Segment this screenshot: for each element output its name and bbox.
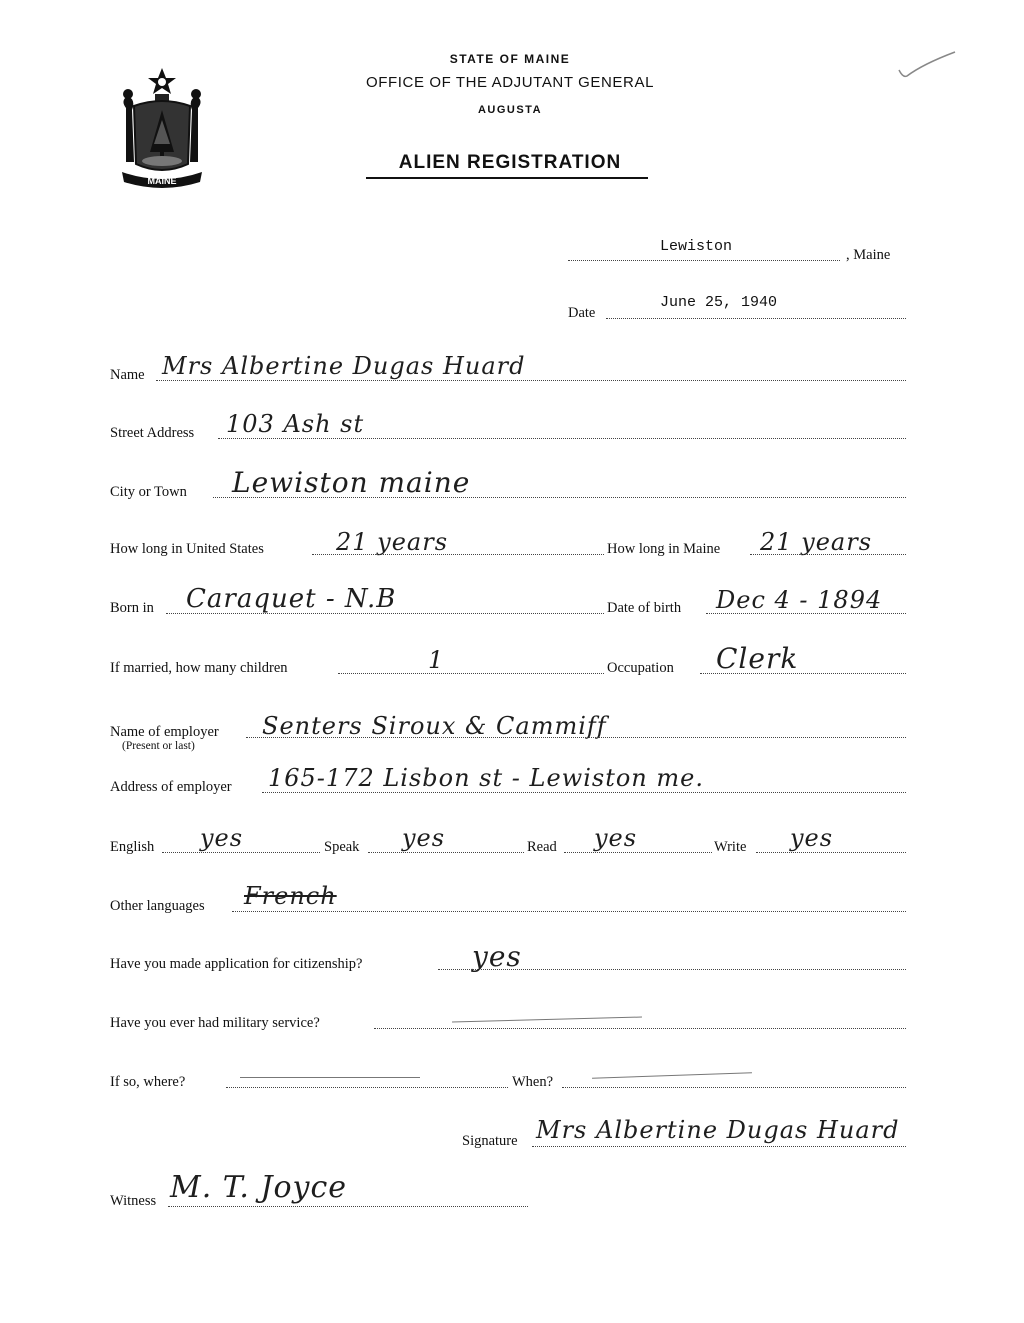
title-underline <box>366 177 648 179</box>
english-line <box>162 852 320 853</box>
date-line <box>606 318 906 319</box>
us-duration-label: How long in United States <box>110 541 264 557</box>
where-dash <box>240 1077 420 1078</box>
witness-line <box>168 1206 528 1207</box>
write-label: Write <box>714 839 747 855</box>
name-label: Name <box>110 367 145 383</box>
children-value: 1 <box>428 646 445 674</box>
date-value: June 25, 1940 <box>660 294 778 311</box>
dob-label: Date of birth <box>607 600 682 616</box>
maine-duration-label: How long in Maine <box>607 541 721 557</box>
maine-duration-value: 21 years <box>760 528 873 556</box>
svg-text:MAINE: MAINE <box>147 176 177 186</box>
military-line <box>374 1028 906 1029</box>
witness-label: Witness <box>110 1193 157 1209</box>
military-dash <box>452 1017 642 1023</box>
military-label: Have you ever had military service? <box>110 1015 320 1031</box>
header-city: AUGUSTA <box>477 104 543 116</box>
street-line <box>218 438 906 439</box>
location-town: Lewiston <box>660 238 733 255</box>
location-state-label: , Maine <box>846 247 891 263</box>
city-label: City or Town <box>110 484 187 500</box>
employer-line <box>246 737 906 738</box>
citizenship-label: Have you made application for citizenship? <box>110 956 363 972</box>
maine-duration-line <box>750 554 906 555</box>
when-line <box>562 1087 906 1088</box>
speak-value: yes <box>402 824 446 852</box>
header-office: OFFICE OF THE ADJUTANT GENERAL <box>365 74 655 91</box>
signature-line <box>532 1146 906 1147</box>
date-label: Date <box>568 305 596 321</box>
citizenship-value: yes <box>472 940 522 973</box>
read-label: Read <box>527 839 557 855</box>
city-value: Lewiston maine <box>232 466 471 499</box>
occupation-line <box>700 673 906 674</box>
born-value: Caraquet - N.B <box>186 584 397 614</box>
when-label: When? <box>512 1074 554 1090</box>
speak-label: Speak <box>324 839 360 855</box>
employer-value: Senters Siroux & Cammiff <box>262 712 607 740</box>
other-languages-value: French <box>244 882 337 910</box>
employer-label: Name of employer <box>110 724 219 740</box>
witness-value: M. T. Joyce <box>170 1170 348 1205</box>
when-dash <box>592 1072 752 1079</box>
born-label: Born in <box>110 600 154 616</box>
form-title: ALIEN REGISTRATION <box>398 152 622 173</box>
citizenship-line <box>438 969 906 970</box>
employer-sublabel: (Present or last) <box>122 740 195 752</box>
us-duration-line <box>312 554 604 555</box>
dob-value: Dec 4 - 1894 <box>716 586 883 614</box>
speak-line <box>368 852 524 853</box>
city-line <box>213 497 906 498</box>
write-line <box>756 852 906 853</box>
where-line <box>226 1087 508 1088</box>
employer-address-label: Address of employer <box>110 779 232 795</box>
other-languages-line <box>232 911 906 912</box>
maine-seal <box>112 64 212 194</box>
children-label: If married, how many children <box>110 660 288 676</box>
read-line <box>564 852 712 853</box>
children-line <box>338 673 604 674</box>
read-value: yes <box>594 824 638 852</box>
name-value: Mrs Albertine Dugas Huard <box>162 352 526 380</box>
employer-address-line <box>262 792 906 793</box>
write-value: yes <box>790 824 834 852</box>
signature-value: Mrs Albertine Dugas Huard <box>536 1116 900 1144</box>
us-duration-value: 21 years <box>336 528 449 556</box>
signature-label: Signature <box>462 1133 518 1149</box>
name-line <box>156 380 906 381</box>
where-label: If so, where? <box>110 1074 186 1090</box>
maine-seal-icon <box>112 64 212 194</box>
occupation-label: Occupation <box>607 660 674 676</box>
street-label: Street Address <box>110 425 195 441</box>
check-mark-icon <box>893 48 963 88</box>
english-value: yes <box>200 824 244 852</box>
header-state: STATE OF MAINE <box>449 52 571 66</box>
location-line <box>568 260 840 261</box>
english-label: English <box>110 839 155 855</box>
dob-line <box>706 613 906 614</box>
other-languages-label: Other languages <box>110 898 205 914</box>
employer-address-value: 165-172 Lisbon st - Lewiston me. <box>268 764 704 792</box>
street-value: 103 Ash st <box>226 410 365 438</box>
born-line <box>166 613 604 614</box>
occupation-value: Clerk <box>716 642 799 675</box>
